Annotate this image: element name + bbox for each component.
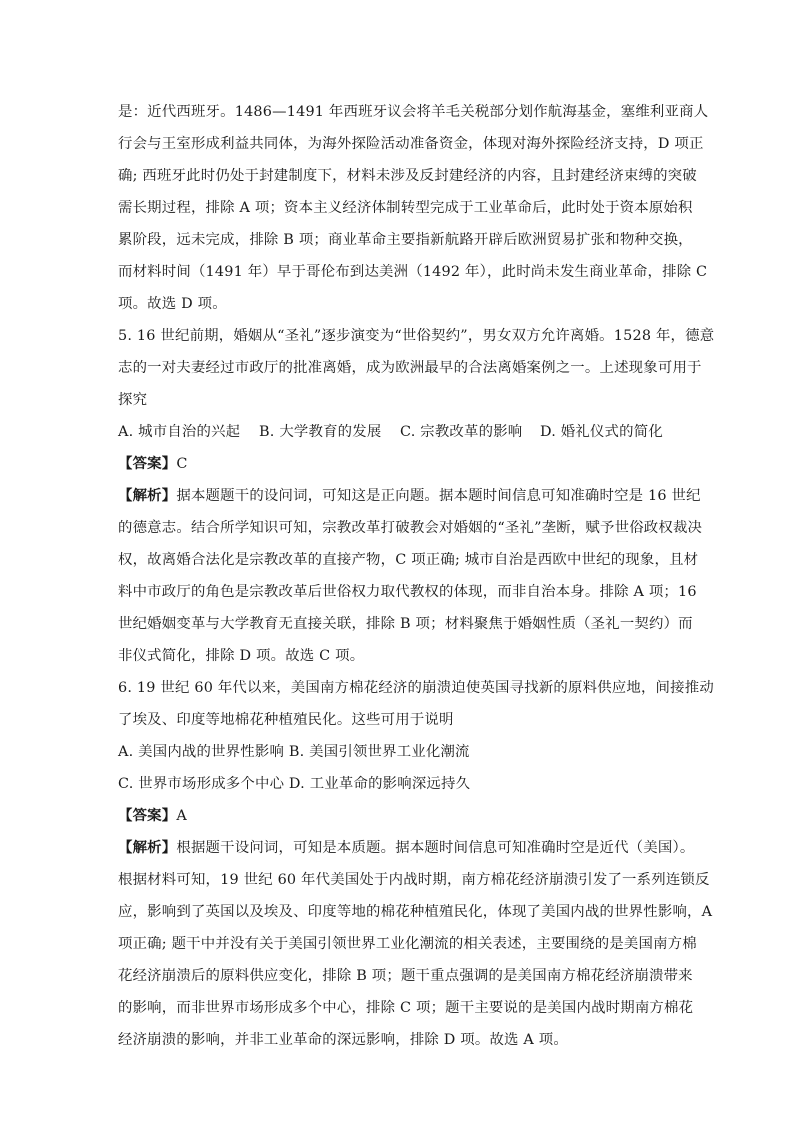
q6-options-line-2: C. 世界市场形成多个中心 D. 工业革命的影响深远持久 [118, 776, 471, 792]
q5-analysis-line-5: 世纪婚姻变革与大学教育无直接关联，排除 B 项；材料聚焦于婚姻性质（圣礼一契约）而 [118, 616, 693, 632]
prev-analysis-line-7: 项。故选 D 项。 [118, 296, 227, 312]
prev-analysis-line-4: 需长期过程，排除 A 项；资本主义经济体制转型完成于工业革命后，此时处于资本原始积 [118, 200, 693, 216]
q6-analysis-line-1 [118, 838, 695, 858]
q5-analysis-line-2: 的德意志。结合所学知识可知，宗教改革打破教会对婚姻的“圣礼”垄断，赋予世俗政权裁决 [118, 520, 703, 536]
prev-analysis-line-2: 行会与王室形成利益共同体，为海外探险活动准备资金，体现对海外探险经济支持，D 项正 [118, 136, 704, 152]
prev-analysis-line-6: 而材料时间（1491 年）早于哥伦布到达美洲（1492 年），此时尚未发生商业革命，排除 C [118, 264, 708, 280]
q6-analysis-line-7: 经济崩溃的影响，并非工业革命的深远影响，排除 D 项。故选 A 项。 [118, 1032, 568, 1048]
q5-options [118, 422, 678, 442]
q5-analysis-label: 【解析】 [118, 487, 177, 504]
q5-answer-label: 【答案】 [118, 455, 177, 472]
q5-option-a: A. 城市自治的兴起 [118, 424, 241, 440]
q6-stem-line-1: 6. 19 世纪 60 年代以来，美国南方棉花经济的崩溃迫使英国寻找新的原料供应地，间接推动 [118, 680, 714, 696]
q6-answer-value: A [176, 808, 187, 824]
prev-analysis-line-3: 确; 西班牙此时仍处于封建制度下，材料未涉及反封建经济的内容，且封建经济束缚的突破 [118, 168, 697, 184]
q5-answer [118, 454, 678, 474]
prev-analysis-line-5: 累阶段，远未完成，排除 B 项；商业革命主要指新航路开辟后欧洲贸易扩张和物种交换， [118, 232, 693, 248]
q6-analysis-label: 【解析】 [118, 839, 177, 856]
q5-stem-line-1: 5. 16 世纪前期，婚姻从“圣礼”逐步演变为“世俗契约”，男女双方允许离婚。1528 年，德意 [118, 328, 715, 344]
q6-analysis-line-3: 应，影响到了英国以及埃及、印度等地的棉花种植殖民化，体现了美国内战的世界性影响，A [118, 904, 713, 920]
q6-analysis-line-2: 根据材料可知，19 世纪 60 年代美国处于内战时期，南方棉花经济崩溃引发了一系列连锁反 [118, 872, 710, 888]
q6-analysis-line-4: 项正确; 题干中并没有关于美国引领世界工业化潮流的相关表述，主要围绕的是美国南方棉 [118, 936, 697, 952]
q6-options-line-1: A. 美国内战的世界性影响 B. 美国引领世界工业化潮流 [118, 744, 470, 760]
q6-analysis-line-6: 的影响，而非世界市场形成多个中心，排除 C 项；题干主要说的是美国内战时期南方棉花 [118, 1000, 694, 1016]
q5-option-c: C. 宗教改革的影响 [400, 424, 523, 440]
q5-option-b: B. 大学教育的发展 [259, 424, 382, 440]
q6-answer [118, 806, 678, 826]
q5-analysis-line-1 [118, 486, 701, 506]
q5-analysis-first: 据本题题干的设问词，可知这是正向题。据本题时间信息可知准确时空是 16 世纪 [176, 488, 701, 504]
q5-stem-line-3: 探究 [118, 392, 148, 408]
q5-option-d: D. 婚礼仪式的简化 [540, 424, 663, 440]
q5-analysis-line-6: 非仪式简化，排除 D 项。故选 C 项。 [118, 648, 365, 664]
q6-analysis-line-5: 花经济崩溃后的原料供应变化，排除 B 项；题干重点强调的是美国南方棉花经济崩溃带来 [118, 968, 693, 984]
q5-analysis-line-3: 权，故离婚合法化是宗教改革的直接产物，C 项正确; 城市自治是西欧中世纪的现象，且材 [118, 552, 699, 568]
q6-analysis-first: 根据题干设问词，可知是本质题。据本题时间信息可知准确时空是近代（美国）。 [176, 840, 695, 856]
q5-analysis-line-4: 料中市政厅的角色是宗教改革后世俗权力取代教权的体现，而非自治本身。排除 A 项；16 [118, 584, 697, 600]
prev-analysis-line-1: 是：近代西班牙。1486—1491 年西班牙议会将羊毛关税部分划作航海基金，塞维利亚商人 [118, 104, 709, 120]
q6-stem-line-2: 了埃及、印度等地棉花种植殖民化。这些可用于说明 [118, 712, 454, 728]
q5-answer-value: C [176, 456, 188, 472]
q5-stem-line-2: 志的一对夫妻经过市政厅的批准离婚，成为欧洲最早的合法离婚案例之一。上述现象可用于 [118, 360, 702, 376]
q6-answer-label: 【答案】 [118, 807, 177, 824]
